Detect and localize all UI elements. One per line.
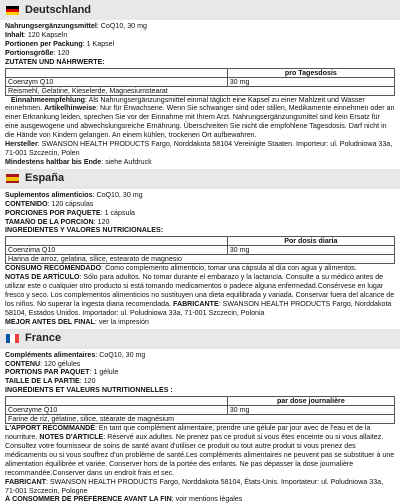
section-header-spain: [0, 169, 400, 189]
serving-size-line: TAILLE DE LA PARTIE: 120: [5, 377, 96, 386]
section-france: [0, 329, 400, 504]
country-title: Deutschland: [25, 3, 92, 16]
manufacturer-text: FABRICANT: SWANSON HEALTH PRODUCTS Fargo, Norddakota 58104, États-Unis. Importateur: ul. Poludniowa 33a, 71-001 Szczecin, Pologne: [5, 477, 384, 495]
product-line: Suplementos alimenticios: CoQ10, 30 mg: [5, 190, 143, 199]
section-germany: [0, 0, 400, 167]
servings-line: PORTIONS PAR PAQUET: 1 gélule: [5, 368, 119, 377]
table-header: Por dosis diaria: [227, 237, 394, 246]
ingredients-cell: Farine de riz, gélatine, silice, stéarate de magnésium: [6, 415, 395, 424]
section-spain: [0, 169, 400, 327]
ingredients-cell: Harina de arroz, gelatina, sílice, estearato de magnesio: [6, 255, 395, 264]
table-title: ZUTATEN UND NÄHRWERTE:: [5, 57, 105, 66]
table-corner: [6, 68, 228, 77]
table-corner: [6, 237, 228, 246]
usage-text: Einnahmeempfehlung: Als Nahrungsergänzungsmittel einmal täglich eine Kapsel zu einer Mahlzeit und Wasser einnehmen. Artikelhinweise: Nur für Erwachsene. Wenn Sie schwanger sind oder stillen, Medikamente einnehmen oder an einer Erkrankung leiden, sprechen Sie vor der Einnahme mit Ihrem Arzt. Nahrungsergänzungsmittel sind kein Ersatz für eine ausgewogene und abwechslungsreiche Ernährung. Überschreiten Sie nicht die empfohlene Tagesdosis. Darf nicht in die Hände von Kindern gelangen. An einem kühlen, trockenen Ort aufbewahren.: [5, 95, 395, 140]
usage-text: L'APPORT RECOMMANDÉ: En tant que complément alimentaire, prendre une gélule par jour avec de l'eau et de la nourriture. NOTES D'ARTICLE: Réservé aux adultes. Ne prenez pas ce produit si vous êtes enceinte ou si vous allaitez. Consultez votre fournisseur de soins de santé avant d'utiliser ce produit ou tout autre produit si vous prenez des médicaments ou si vous souffrez d'un problème de santé.Les compléments alimentaires ne peuvent pas se substituer à une alimentation équilibrée et variée. Conserver hors de la portée des enfants. Ne pas dépasser la dose journalière recommandée.Conserver dans un endroit frais et sec.: [5, 424, 395, 477]
best-before-text: À CONSOMMER DE PRÉFÉRENCE AVANT LA FIN: voir mentions légales: [5, 495, 243, 504]
product-line: Nahrungsergänzungsmittel: CoQ10, 30 mg: [5, 22, 147, 30]
product-line: Compléments alimentaires: CoQ10, 30 mg: [5, 350, 146, 359]
usage-text: CONSUMO RECOMENDADO: Como complemento alimenticio, tomar una cápsula al día con agua y alimentos.: [5, 264, 357, 273]
servings-line: Portionen per Packung: 1 Kapsel: [5, 39, 115, 48]
servings-line: PORCIONES POR PAQUETE: 1 cápsula: [5, 208, 135, 217]
warnings-text: NOTAS DE ARTÍCULO: Sólo para adultos. No tomar durante el embarazo y la lactancia. Consulte a su médico antes de utilizar este o cualquier otro producto si está tomando medicamentos o padece alguna enfermedad.Consérvese en lugar fresco y seco. Los complementos alimenticios no sustituyen una dieta equilibrada y variada. Conservar fuera del alcance de los niños. No superar la ingesta diaria recomendada. FABRICANTE: SWANSON HEALTH PRODUCTS Fargo, Norddakota 58104, Estados Unidos. Importador: ul. Poludniowa 33a, 71-001 Szczecin, Polonia: [5, 273, 395, 317]
table-header: pro Tagesdosis: [227, 68, 394, 77]
serving-size-line: TAMAÑO DE LA PORCIÓN: 120: [5, 217, 110, 226]
nutrient-name: Coenzima Q10: [6, 246, 228, 255]
section-header-france: [0, 329, 400, 349]
nutrition-table: [5, 68, 395, 96]
content-line: CONTENU: 120 gélules: [5, 359, 81, 368]
table-header: par dose journalière: [227, 397, 394, 406]
country-title: France: [25, 332, 62, 345]
table-corner: [6, 397, 228, 406]
country-title: España: [25, 172, 65, 185]
table-title: INGRÉDIENTS ET VALEURS NUTRITIONNELLES :: [5, 386, 173, 395]
nutrient-value: 30 mg: [227, 246, 394, 255]
content-line: Inhalt: 120 Kapseln: [5, 30, 68, 39]
manufacturer-text: Hersteller: SWANSON HEALTH PRODUCTS Fargo, Norddakota 58104 Vereinigte Staaten. Importeur: ul. Poludniowa 33a, 71-001 Szczecin, Polen: [5, 140, 393, 157]
content-line: CONTENIDO: 120 cápsulas: [5, 199, 94, 208]
best-before-text: MEJOR ANTES DEL FINAL: ver la impresión: [5, 317, 149, 326]
germany-flag-icon: [6, 6, 19, 15]
france-flag-icon: [6, 334, 19, 343]
spain-flag-icon: [6, 174, 19, 183]
nutrition-table: [5, 396, 395, 424]
serving-size-line: Portionsgröße: 120: [5, 48, 70, 57]
nutrient-name: Coenzyme Q10: [6, 406, 228, 415]
nutrient-value: 30 mg: [227, 406, 394, 415]
best-before-text: Mindestens haltbar bis Ende: siehe Aufdruck: [5, 157, 152, 166]
nutrient-name: Coenzym Q10: [6, 77, 228, 86]
nutrient-value: 30 mg: [227, 77, 394, 86]
table-title: INGREDIENTES Y VALORES NUTRICIONALES:: [5, 226, 164, 235]
section-header-germany: [0, 0, 400, 20]
nutrition-table: [5, 236, 395, 264]
ingredients-cell: Reismehl, Gelatine, Kieselerde, Magnesiumstearat: [6, 86, 395, 95]
